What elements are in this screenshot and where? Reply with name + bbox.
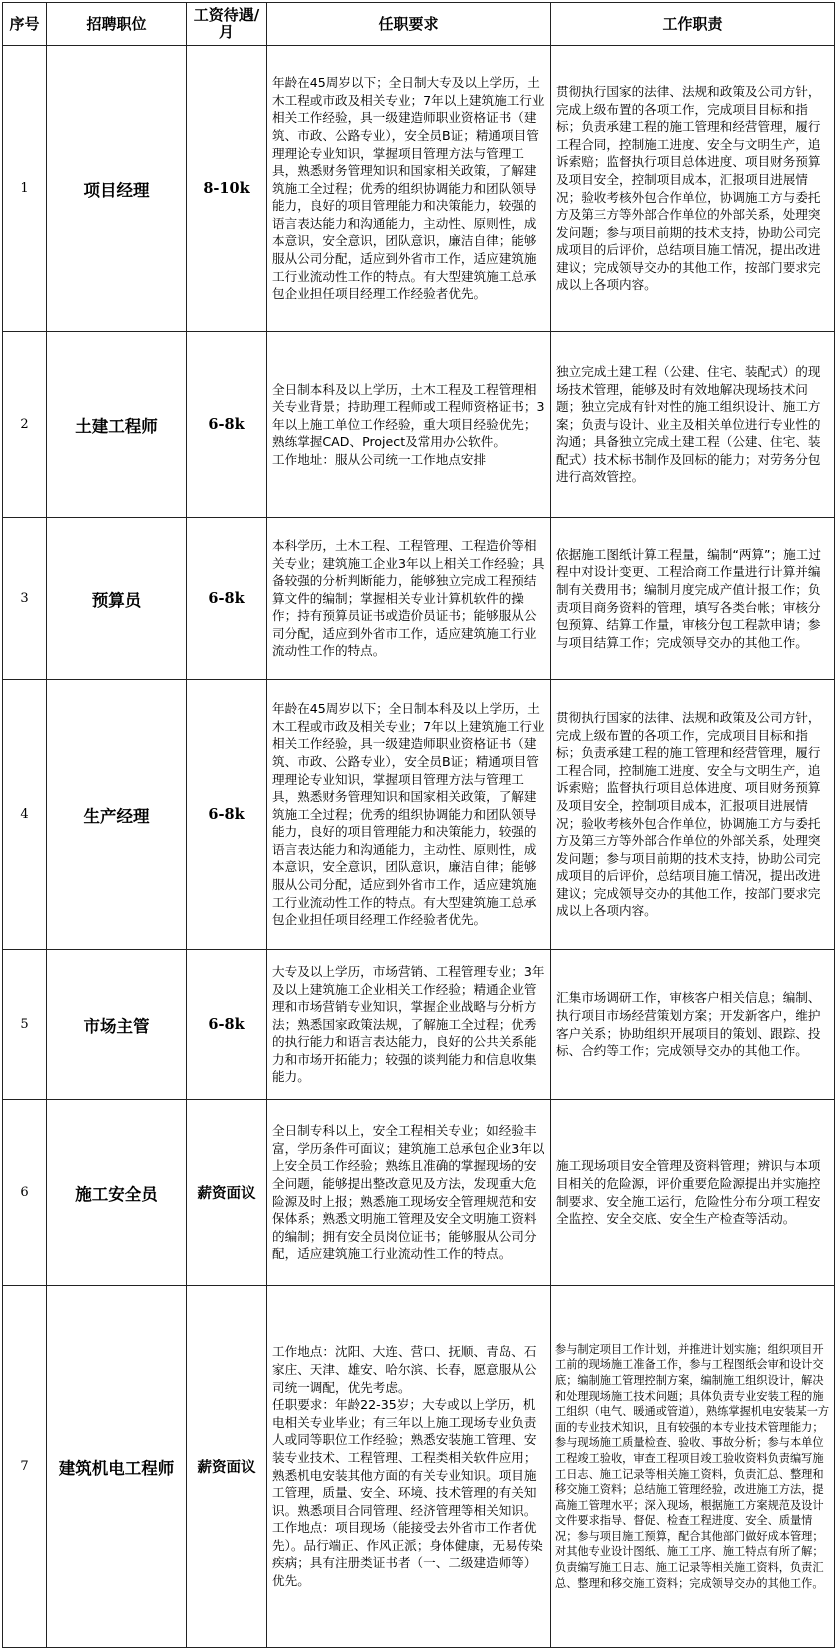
salary: 薪资面议: [187, 1100, 267, 1286]
salary: 8-10k: [187, 46, 267, 332]
recruitment-table: [2, 2, 835, 1648]
duties: 依据施工图纸计算工程量，编制“两算”；施工过程中对设计变更、工程洽商工作量进行计算并编制有关费用书；编制月度完成产值计报工作；负责项目商务资料的管理，填写各类台帐；审核分包预算、结算工作量，审核分包工程款申请；参与项目结算工作；完成领导交办的其他工作。: [551, 518, 835, 680]
header-duties: 工作职责: [551, 3, 835, 46]
header-row: [3, 3, 835, 46]
duties: 汇集市场调研工作，审核客户相关信息；编制、执行项目市场经营策划方案；开发新客户，维护客户关系；协助组织开展项目的策划、跟踪、投标、合约等工作；完成领导交办的其他工作。: [551, 950, 835, 1100]
position-title: 建筑机电工程师: [47, 1286, 187, 1648]
position-title: 市场主管: [47, 950, 187, 1100]
row-number: 5: [3, 950, 47, 1100]
salary: 6-8k: [187, 518, 267, 680]
salary: 6-8k: [187, 680, 267, 950]
header-position: 招聘职位: [47, 3, 187, 46]
table-row: [3, 1286, 835, 1648]
requirements: 全日制专科以上，安全工程相关专业；如经验丰富，学历条件可面议；建筑施工总承包企业3年以上安全员工作经验；熟练且准确的掌握现场的安全问题，能够提出整改意见及方法，发现重大危险源及时上报；熟悉施工现场安全管理规范和安保体系；熟悉文明施工管理及安全文明施工资料的编制；拥有安全员岗位证书；能够服从公司分配，适应建筑施工行业流动性工作的特点。: [267, 1100, 551, 1286]
position-title: 生产经理: [47, 680, 187, 950]
table-row: [3, 46, 835, 332]
salary: 薪资面议: [187, 1286, 267, 1648]
row-number: 6: [3, 1100, 47, 1286]
header-salary: 工资待遇/月: [187, 3, 267, 46]
duties: 参与制定项目工作计划，并推进计划实施；组织项目开工前的现场施工准备工作，参与工程图纸会审和设计交底；编制施工管理控制方案，编制施工组织设计，解决和处理现场施工技术问题；具体负责专业安装工程的施工组织（电气、暖通或管道），熟练掌握机电安装某一方面的专业技术知识，且有较强的本专业技术管理能力；参与现场施工质量检查、验收、事故分析；参与本单位工程竣工验收，审查工程项目竣工验收资料负责编写施工日志、施工记录等相关施工资料，负责汇总、整理和移交施工资料；总结施工管理经验，改进施工方法，提高施工管理水平；深入现场，根据施工方案规范及设计文件要求指导、督促、检查工程进度、安全、质量情况；参与项目施工预算，配合其他部门做好成本管理；对其他专业设计图纸、施工工序、施工特点有所了解；负责编写施工日志、施工记录等相关施工资料，负责汇总、整理和移交施工资料；完成领导交办的其他工作。: [551, 1286, 835, 1648]
table-row: [3, 332, 835, 518]
duties: 贯彻执行国家的法律、法规和政策及公司方针，完成上级布置的各项工作，完成项目目标和指标；负责承建工程的施工管理和经营管理，履行工程合同，控制施工进度、安全与文明生产，追诉索赔；监督执行项目总体进度、项目财务预算及项目安全，控制项目成本，汇报项目进展情况；验收考核外包合作单位，协调施工方与委托方及第三方等外部合作单位的外部关系，处理突发问题；参与项目前期的技术支持，协助公司完成项目的后评价，总结项目施工情况，提出改进建议；完成领导交办的其他工作，按部门要求完成以上各项内容。: [551, 46, 835, 332]
requirements: 本科学历，土木工程、工程管理、工程造价等相关专业；建筑施工企业3年以上相关工作经验；具备较强的分析判断能力，能够独立完成工程预结算文件的编制；掌握相关专业计算机软件的操作；持有预算员证书或造价员证书；能够服从公司分配，适应到外省市工作，适应建筑施工行业流动性工作的特点。: [267, 518, 551, 680]
header-no: 序号: [3, 3, 47, 46]
requirements: 全日制本科及以上学历，土木工程及工程管理相关专业背景；持助理工程师或工程师资格证书；3年以上施工单位工作经验，重大项目经验优先；熟练掌握CAD、Project及常用办公软件。 工作地址：服从公司统一工作地点安排: [267, 332, 551, 518]
position-title: 项目经理: [47, 46, 187, 332]
position-title: 施工安全员: [47, 1100, 187, 1286]
row-number: 1: [3, 46, 47, 332]
table-row: [3, 680, 835, 950]
salary: 6-8k: [187, 950, 267, 1100]
salary: 6-8k: [187, 332, 267, 518]
table-row: [3, 518, 835, 680]
duties: 独立完成土建工程（公建、住宅、装配式）的现场技术管理，能够及时有效地解决现场技术问题；独立完成有针对性的施工组织设计、施工方案；负责与设计、业主及相关单位进行专业性的沟通；具备独立完成土建工程（公建、住宅、装配式）技术标书制作及回标的能力；对劳务分包进行高效管控。: [551, 332, 835, 518]
requirements: 工作地点：沈阳、大连、营口、抚顺、青岛、石家庄、天津、雄安、哈尔滨、长春，愿意服从公司统一调配，优先考虑。 任职要求：年龄22-35岁；大专或以上学历，机电相关专业毕业；有三年以上施工现场专业负责人或同等职位工作经验；熟悉安装施工管理、安装专业技术、工程管理、工程类相关软件应用；熟悉机电安装其他方面的有关专业知识。项目施工管理，质量、安全、环境、技术管理的有关知识。熟悉项目合同管理、经济管理等相关知识。工作地点：项目现场（能接受去外省市工作者优先）。品行端正、作风正派；身体健康，无易传染疾病；具有注册类证书者（一、二级建造师等）优先。: [267, 1286, 551, 1648]
position-title: 预算员: [47, 518, 187, 680]
row-number: 4: [3, 680, 47, 950]
requirements: 年龄在45周岁以下；全日制本科及以上学历，土木工程或市政及相关专业；7年以上建筑施工行业相关工作经验，具一级建造师职业资格证书（建筑、市政、公路专业），安全员B证；精通项目管理理论专业知识，掌握项目管理方法与管理工具，熟悉财务管理知识和国家相关政策，了解建筑施工全过程；优秀的组织协调能力和团队领导能力，良好的项目管理能力和决策能力，较强的语言表达能力和沟通能力，主动性、原则性，成本意识，安全意识，团队意识，廉洁自律；能够服从公司分配，适应到外省市工作，适应建筑施工行业流动性工作的特点。有大型建筑施工总承包企业担任项目经理工作经验者优先。: [267, 680, 551, 950]
requirements: 大专及以上学历，市场营销、工程管理专业；3年及以上建筑施工企业相关工作经验；精通企业管理和市场营销专业知识，掌握企业战略与分析方法；熟悉国家政策法规，了解施工全过程；优秀的执行能力和语言表达能力，良好的公共关系能力和市场开拓能力；较强的谈判能力和信息收集能力。: [267, 950, 551, 1100]
header-requirements: 任职要求: [267, 3, 551, 46]
requirements: 年龄在45周岁以下；全日制大专及以上学历，土木工程或市政及相关专业；7年以上建筑施工行业相关工作经验，具一级建造师职业资格证书（建筑、市政、公路专业），安全员B证；精通项目管理理论专业知识，掌握项目管理方法与管理工具，熟悉财务管理知识和国家相关政策，了解建筑施工全过程；优秀的组织协调能力和团队领导能力，良好的项目管理能力和决策能力，较强的语言表达能力和沟通能力，主动性、原则性，成本意识，安全意识，团队意识，廉洁自律；能够服从公司分配，适应到外省市工作，适应建筑施工行业流动性工作的特点。有大型建筑施工总承包企业担任项目经理工作经验者优先。: [267, 46, 551, 332]
duties: 贯彻执行国家的法律、法规和政策及公司方针，完成上级布置的各项工作，完成项目目标和指标；负责承建工程的施工管理和经营管理，履行工程合同，控制施工进度、安全与文明生产，追诉索赔；监督执行项目总体进度、项目财务预算及项目安全，控制项目成本，汇报项目进展情况；验收考核外包合作单位，协调施工方与委托方及第三方等外部合作单位的外部关系，处理突发问题；参与项目前期的技术支持，协助公司完成项目的后评价，总结项目施工情况，提出改进建议；完成领导交办的其他工作，按部门要求完成以上各项内容。: [551, 680, 835, 950]
duties: 施工现场项目安全管理及资料管理；辨识与本项目相关的危险源，评价重要危险源提出并实施控制要求、安全施工运行，危险性分布分项工程安全监控、安全交底、安全生产检查等活动。: [551, 1100, 835, 1286]
row-number: 2: [3, 332, 47, 518]
table-row: [3, 950, 835, 1100]
position-title: 土建工程师: [47, 332, 187, 518]
row-number: 7: [3, 1286, 47, 1648]
row-number: 3: [3, 518, 47, 680]
table-row: [3, 1100, 835, 1286]
